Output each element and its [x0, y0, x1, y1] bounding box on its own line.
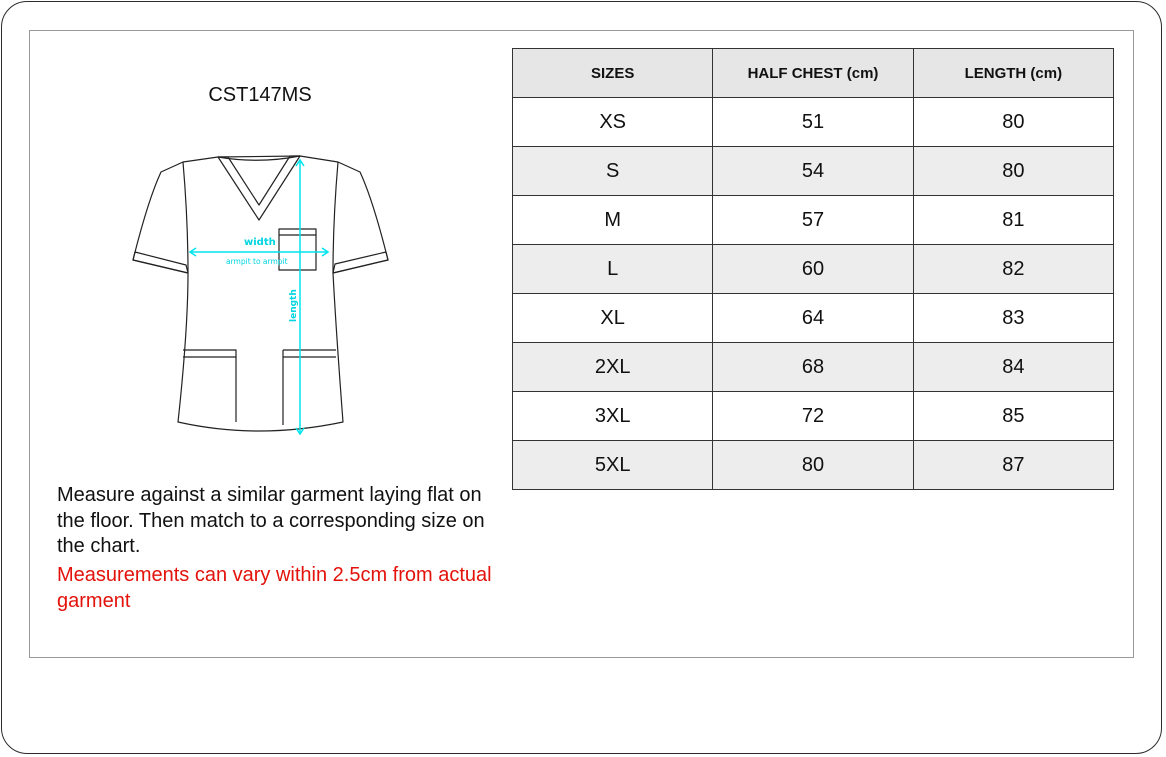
size-cell: XS	[513, 98, 713, 147]
half-chest-cell: 72	[713, 392, 913, 441]
table-row	[513, 294, 1114, 343]
half-chest-cell: 54	[713, 147, 913, 196]
size-cell: L	[513, 245, 713, 294]
half-chest-cell: 68	[713, 343, 913, 392]
half-chest-cell: 51	[713, 98, 913, 147]
length-label: length	[289, 289, 299, 322]
table-row	[513, 147, 1114, 196]
length-cell: 85	[913, 392, 1113, 441]
half-chest-cell: 80	[713, 441, 913, 490]
left-pocket	[183, 350, 236, 422]
right-cuff	[333, 252, 388, 273]
size-cell: XL	[513, 294, 713, 343]
table-row	[513, 196, 1114, 245]
measuring-instructions: Measure against a similar garment laying flat on the floor. Then match to a corresponding size on the chart.	[57, 484, 485, 557]
length-cell: 87	[913, 441, 1113, 490]
half-chest-cell: 64	[713, 294, 913, 343]
size-cell: 2XL	[513, 343, 713, 392]
header-half-chest: HALF CHEST (cm)	[713, 49, 913, 98]
width-label: width	[244, 237, 276, 248]
table-row	[513, 98, 1114, 147]
length-cell: 80	[913, 98, 1113, 147]
armpit-label: armpit to armpit	[226, 257, 288, 266]
table-row	[513, 343, 1114, 392]
table-row	[513, 245, 1114, 294]
garment-outline	[133, 156, 388, 431]
table-row	[513, 392, 1114, 441]
size-cell: S	[513, 147, 713, 196]
header-sizes: SIZES	[513, 49, 713, 98]
length-cell: 80	[913, 147, 1113, 196]
size-cell: 5XL	[513, 441, 713, 490]
size-cell: 3XL	[513, 392, 713, 441]
product-code: CST147MS	[208, 84, 312, 106]
length-cell: 81	[913, 196, 1113, 245]
length-cell: 83	[913, 294, 1113, 343]
length-cell: 84	[913, 343, 1113, 392]
table-header-row	[513, 49, 1114, 98]
left-cuff	[133, 252, 188, 273]
garment-diagram	[128, 150, 393, 440]
half-chest-cell: 60	[713, 245, 913, 294]
half-chest-cell: 57	[713, 196, 913, 245]
v-neck	[218, 156, 300, 220]
table-row	[513, 441, 1114, 490]
measurement-warning: Measurements can vary within 2.5cm from actual garment	[57, 564, 492, 612]
size-cell: M	[513, 196, 713, 245]
size-chart-table	[512, 48, 1114, 490]
length-cell: 82	[913, 245, 1113, 294]
header-length: LENGTH (cm)	[913, 49, 1113, 98]
